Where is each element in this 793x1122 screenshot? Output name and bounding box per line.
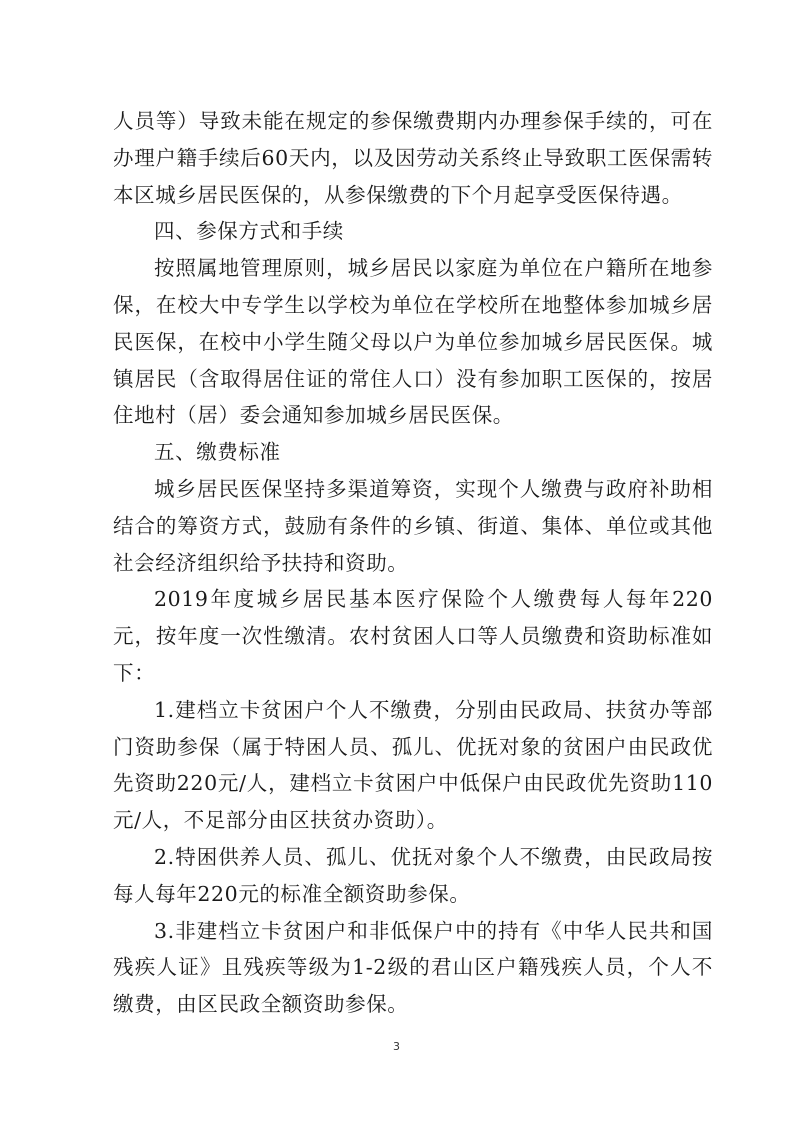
paragraph-continuation: 人员等）导致未能在规定的参保缴费期内办理参保手续的，可在办理户籍手续后60天内，以及因劳动关系终止导致职工医保需转本区城乡居民医保的，从参保缴费的下个月起享受医保待遇。: [113, 109, 713, 207]
section-heading-5: 五、缴费标准: [154, 440, 281, 465]
paragraph-funding: 城乡居民医保坚持多渠道筹资，实现个人缴费与政府补助相结合的筹资方式，鼓励有条件的乡镇、街道、集体、单位或其他社会经济组织给予扶持和资助。: [113, 476, 713, 575]
paragraph-enrollment-method: 按照属地管理原则，城乡居民以家庭为单位在户籍所在地参保，在校大中专学生以学校为单位在学校所在地整体参加城乡居民医保，在校中小学生随父母以户为单位参加城乡居民医保。城镇居民（含取得居住证的常住人口）没有参加职工医保的，按居住地村（居）委会通知参加城乡居民医保。: [113, 256, 713, 428]
list-item-3: 3.非建档立卡贫困户和非低保户中的持有《中华人民共和国残疾人证》且残疾等级为1-2级的君山区户籍残疾人员，个人不缴费，由区民政全额资助参保。: [113, 918, 713, 1017]
list-item-1: 1.建档立卡贫困户个人不缴费，分别由民政局、扶贫办等部门资助参保（属于特困人员、孤儿、优抚对象的贫困户由民政优先资助220元/人，建档立卡贫困户中低保户由民政优先资助110元/人，不足部分由区扶贫办资助）。: [113, 697, 713, 833]
paragraph-2019-fee: 2019年度城乡居民基本医疗保险个人缴费每人每年220元，按年度一次性缴清。农村贫困人口等人员缴费和资助标准如下：: [113, 587, 713, 685]
document-body: [113, 103, 713, 1023]
section-heading-4: 四、参保方式和手续: [154, 219, 344, 244]
list-item-2: 2.特困供养人员、孤儿、优抚对象个人不缴费，由民政局按每人每年220元的标准全额资助参保。: [113, 844, 713, 906]
page-number: 3: [393, 1040, 400, 1053]
